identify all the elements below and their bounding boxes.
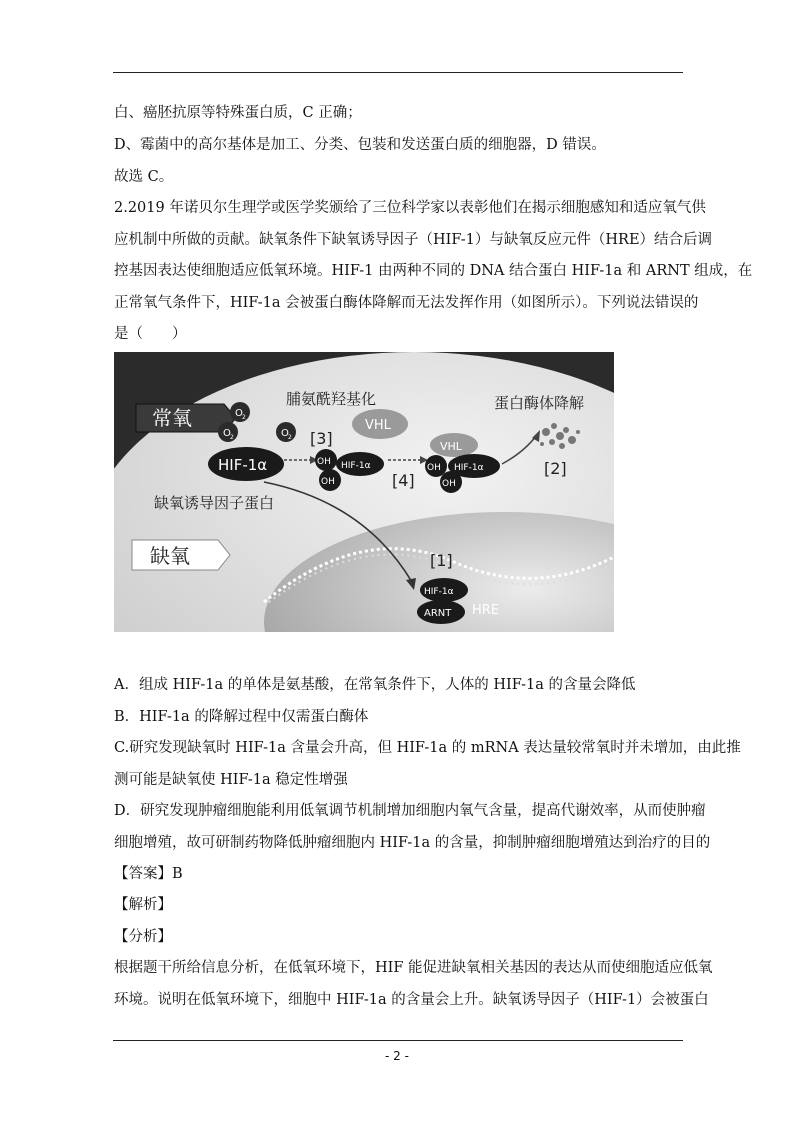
answer-label: 【答案】B <box>114 866 183 882</box>
text-line: 正常氧气条件下，HIF-1a 会被蛋白酶体降解而无法发挥作用（如图所示）。下列说法错误的 <box>114 295 699 311</box>
text-line: 白、癌胚抗原等特殊蛋白质，C 正确； <box>114 105 362 121</box>
text-line: 测可能是缺氧使 HIF-1a 稳定性增强 <box>114 772 348 788</box>
step-1-label: [1] <box>430 551 453 570</box>
analysis-subheading: 【分析】 <box>114 929 172 945</box>
hypoxia-label: 缺氧 <box>150 544 190 568</box>
proteasome-label: 蛋白酶体降解 <box>494 394 585 412</box>
hif-protein-label: 缺氧诱导因子蛋白 <box>154 494 275 512</box>
analysis-label: 【解析】 <box>114 897 172 913</box>
svg-text:O: O <box>281 428 289 439</box>
svg-text:ARNT: ARNT <box>424 608 452 619</box>
vhl-label: VHL <box>365 418 391 433</box>
text-line: 环境。说明在低氧环境下，细胞中 HIF-1a 的含量会上升。缺氧诱导因子（HIF-1）会被蛋白 <box>114 992 709 1008</box>
svg-text:HIF-1α: HIF-1α <box>454 463 484 473</box>
text-line: 控基因表达使细胞适应低氧环境。HIF-1 由两种不同的 DNA 结合蛋白 HIF-1a 和 ARNT 组成，在 <box>114 263 753 279</box>
text-line: 应机制中所做的贡献。缺氧条件下缺氧诱导因子（HIF-1）与缺氧反应元件（HRE）结合后调 <box>114 232 713 248</box>
svg-text:OH: OH <box>321 477 335 487</box>
svg-text:HIF-1α: HIF-1α <box>424 587 454 597</box>
footer-rule <box>113 1040 683 1041</box>
text-line: 故选 C。 <box>114 169 174 185</box>
normoxia-label: 常氧 <box>152 406 192 430</box>
hif-pathway-figure <box>114 352 614 632</box>
svg-text:OH: OH <box>427 463 441 473</box>
option-c: C.研究发现缺氧时 HIF-1a 含量会升高，但 HIF-1a 的 mRNA 表达量较常氧时并未增加，由此推 <box>114 740 741 756</box>
oxygen-molecule <box>230 402 250 422</box>
hre-label: HRE <box>472 603 500 618</box>
svg-text:2: 2 <box>288 434 292 441</box>
text-line: D、霉菌中的高尔基体是加工、分类、包装和发送蛋白质的细胞器，D 错误。 <box>114 137 606 153</box>
text-line: 细胞增殖，故可研制药物降低肿瘤细胞内 HIF-1a 的含量，抑制肿瘤细胞增殖达到治疗的目的 <box>114 835 711 851</box>
text-line: 是（ ） <box>114 326 187 342</box>
svg-text:2: 2 <box>230 434 234 441</box>
oxygen-molecule <box>276 422 296 442</box>
text-line: 根据题干所给信息分析，在低氧环境下，HIF 能促进缺氧相关基因的表达从而使细胞适应低氧 <box>114 960 713 976</box>
option-b: B．HIF-1a 的降解过程中仅需蛋白酶体 <box>114 709 369 725</box>
question-2-text: 2.2019 年诺贝尔生理学或医学奖颁给了三位科学家以表彰他们在揭示细胞感知和适应氧气供 <box>114 200 706 216</box>
svg-text:OH: OH <box>442 479 456 489</box>
step-4-label: [4] <box>392 471 415 490</box>
step-2-label: [2] <box>544 459 567 478</box>
svg-text:VHL: VHL <box>440 440 462 453</box>
oxygen-molecule <box>218 422 238 442</box>
page-number: - 2 - <box>385 1049 409 1063</box>
svg-text:HIF-1α: HIF-1α <box>341 461 371 471</box>
svg-text:OH: OH <box>317 457 331 467</box>
option-d: D．研究发现肿瘤细胞能利用低氧调节机制增加细胞内氧气含量，提高代谢效率，从而使肿瘤 <box>114 803 706 819</box>
svg-text:O: O <box>223 428 231 439</box>
header-rule <box>113 72 683 73</box>
step-3-label: [3] <box>310 429 333 448</box>
svg-text:O: O <box>235 408 243 419</box>
svg-text:2: 2 <box>242 414 246 421</box>
hif-1a-label: HIF-1α <box>218 456 268 474</box>
hydroxylation-label: 脯氨酰羟基化 <box>286 390 377 408</box>
option-a: A．组成 HIF-1a 的单体是氨基酸，在常氧条件下，人体的 HIF-1a 的含量会降低 <box>114 677 636 693</box>
